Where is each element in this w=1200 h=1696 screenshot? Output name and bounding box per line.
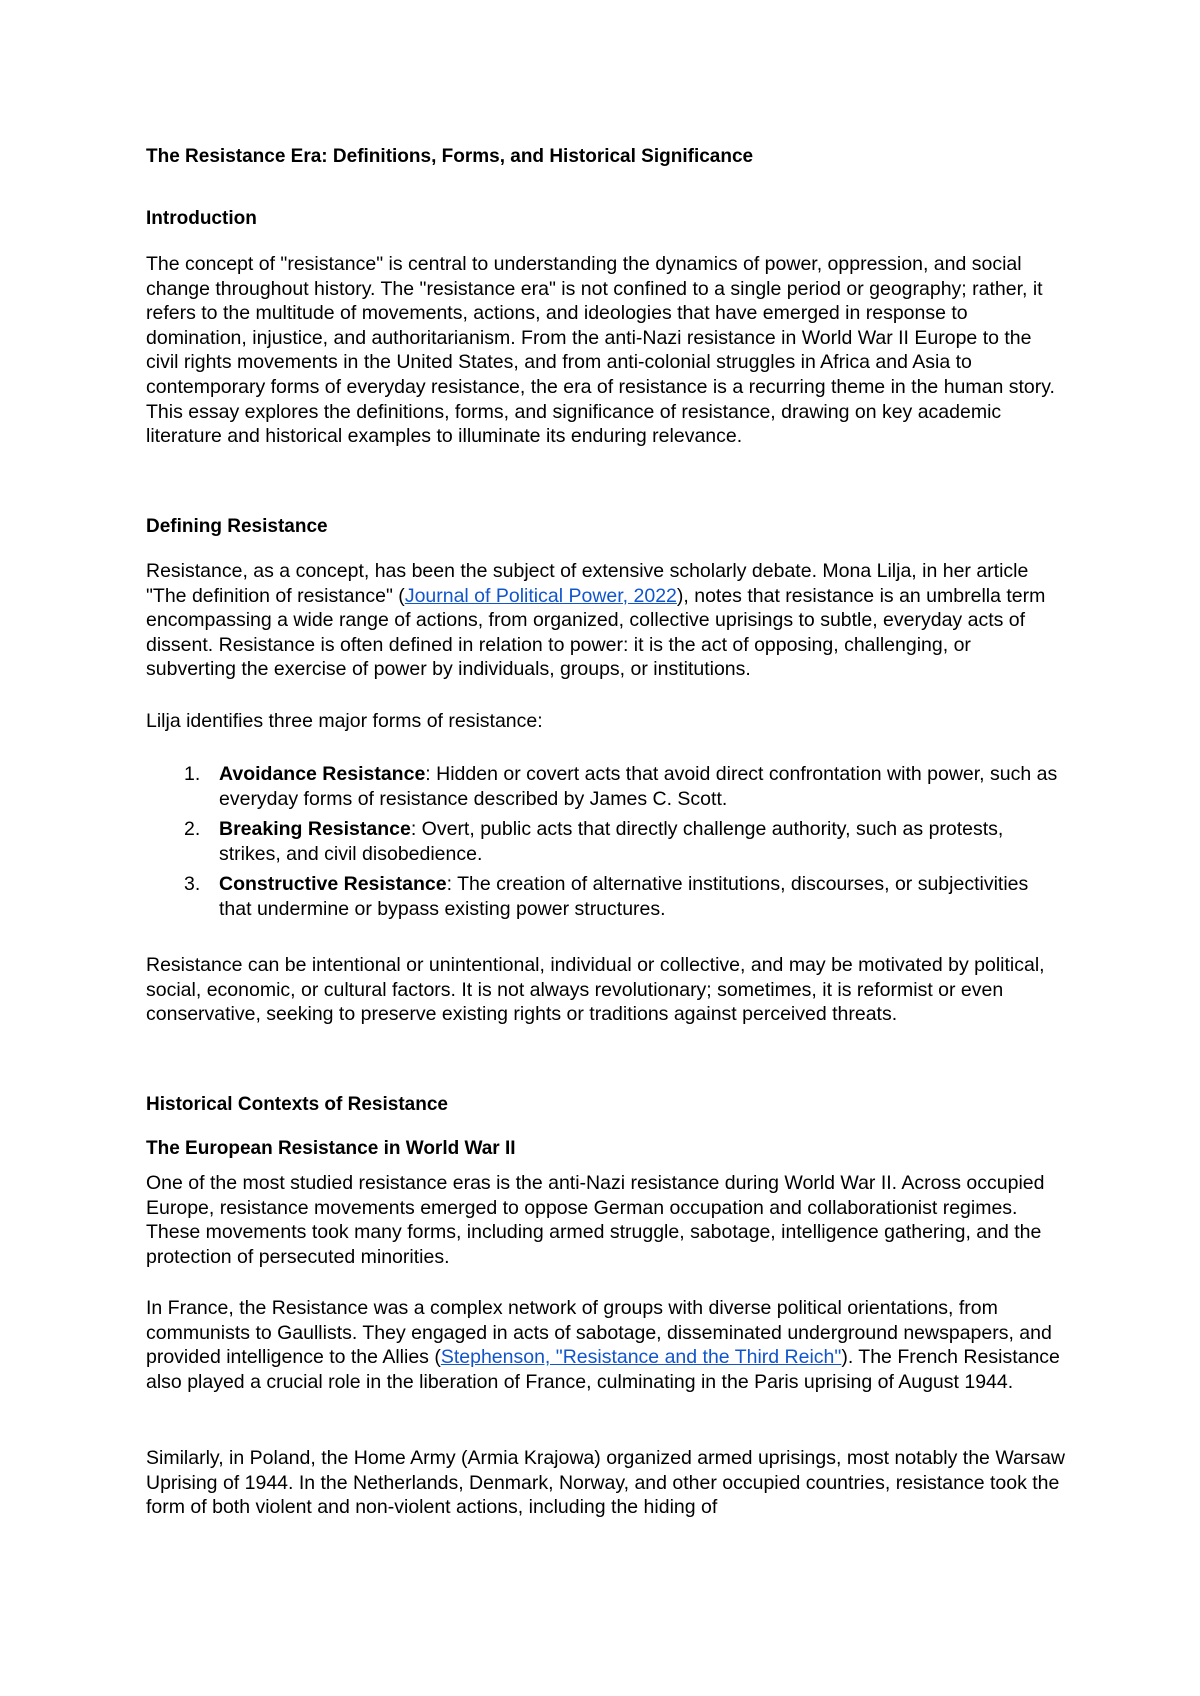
stephenson-link[interactable]: Stephenson, "Resistance and the Third Reich" — [440, 1346, 842, 1369]
document-title: The Resistance Era: Definitions, Forms, and Historical Significance — [146, 146, 754, 167]
historical-p2-text-after: ). The French Resistance also played a crucial role in the liberation of France, culminating in the Paris uprising of August 1944. — [146, 1346, 1060, 1393]
list-description: : The creation of alternative institutions, discourses, or subjectivities that undermine or bypass existing power structures. — [219, 873, 1029, 920]
historical-paragraph-3: Similarly, in Poland, the Home Army (Armia Krajowa) organized armed uprisings, most notably the Warsaw Uprising of 1944. In the Netherlands, Denmark, Norway, and other occupied countries, resistance took the form of both violent and non-violent actions, including the hiding of — [146, 1447, 1066, 1519]
introduction-paragraph: The concept of "resistance" is central to understanding the dynamics of power, oppression, and social change throughout history. The "resistance era" is not confined to a single period or geography; rather, it refers to the multitude of movements, actions, and ideologies that have emerged in response to domination, injustice, and authoritarianism. From the anti-Nazi resistance in World War II Europe to the civil rights movements in the United States, and from anti-colonial struggles in Africa and Asia to contemporary forms of everyday resistance, the era of resistance is a recurring theme in the human story. This essay explores the definitions, forms, and significance of resistance, drawing on key academic literature and historical examples to illuminate its enduring relevance. — [146, 253, 1055, 448]
subheading-european-resistance: The European Resistance in World War II — [146, 1138, 516, 1159]
defining-paragraph-3: Resistance can be intentional or unintentional, individual or collective, and may be motivated by political, social, economic, or cultural factors. It is not always revolutionary; sometimes, it is reformist or even conservative, seeking to preserve existing rights or traditions against perceived threats. — [146, 954, 1045, 1026]
historical-p2-text-before: In France, the Resistance was a complex network of groups with diverse political orientations, from communists to Gaullists. They engaged in acts of sabotage, disseminated underground newspapers, and provided intelligence to the Allies ( — [146, 1297, 1052, 1369]
list-description: : Overt, public acts that directly challenge authority, such as protests, strikes, and civil disobedience. — [219, 818, 1004, 865]
defining-p1-text-after: ), notes that resistance is an umbrella term encompassing a wide range of actions, from organized, collective uprisings to subtle, everyday acts of dissent. Resistance is often defined in relation to power: it is the act of opposing, challenging, or subverting the exercise of power by individuals, groups, or institutions. — [146, 584, 1046, 681]
list-number: 1. — [184, 763, 201, 785]
list-term: Avoidance Resistance — [219, 763, 426, 785]
forms-list — [146, 762, 1066, 928]
list-term: Constructive Resistance — [219, 873, 447, 896]
journal-link[interactable]: Journal of Political Power, 2022 — [404, 584, 677, 607]
list-number: 3. — [184, 873, 201, 896]
heading-defining-resistance: Defining Resistance — [146, 516, 328, 537]
list-number: 2. — [184, 818, 201, 841]
heading-historical-contexts: Historical Contexts of Resistance — [146, 1094, 448, 1115]
defining-p1-text-before: Resistance, as a concept, has been the subject of extensive scholarly debate. Mona Lilja, in her article "The definition of resistance" ( — [146, 560, 1029, 607]
list-term: Breaking Resistance — [219, 818, 411, 841]
defining-paragraph-2: Lilja identifies three major forms of resistance: — [146, 710, 543, 732]
list-item — [146, 817, 1066, 866]
historical-paragraph-1: One of the most studied resistance eras is the anti-Nazi resistance during World War II. Across occupied Europe, resistance movements emerged to oppose German occupation and collaborationist regimes. These movements took many forms, including armed struggle, sabotage, intelligence gathering, and the protection of persecuted minorities. — [146, 1172, 1045, 1268]
historical-paragraph-2 — [146, 1296, 1066, 1394]
list-description: : Hidden or covert acts that avoid direct confrontation with power, such as everyday forms of resistance described by James C. Scott. — [219, 763, 1058, 810]
heading-introduction: Introduction — [146, 208, 257, 229]
list-item — [146, 872, 1066, 921]
defining-paragraph-1 — [146, 559, 1066, 682]
list-item — [146, 762, 1066, 811]
